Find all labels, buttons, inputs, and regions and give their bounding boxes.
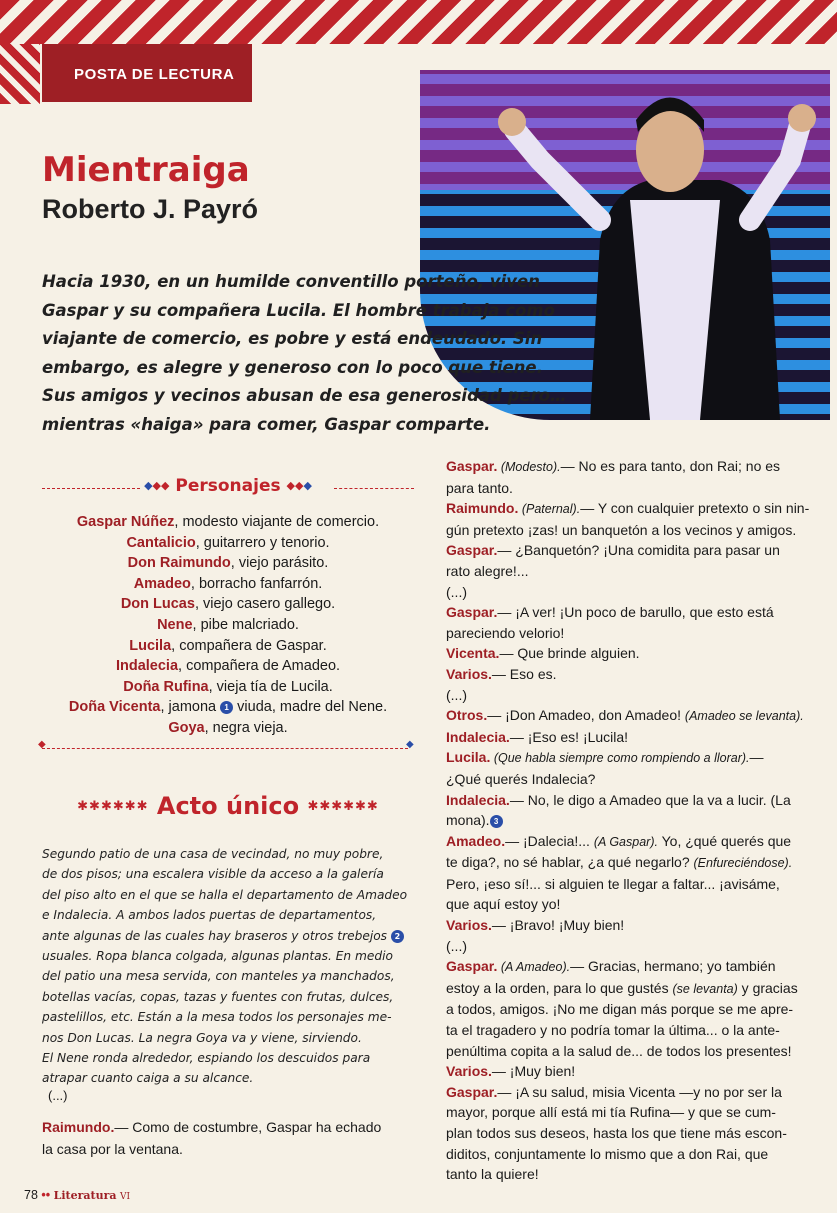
cast-name: Don Raimundo <box>127 555 231 572</box>
dialogue-line <box>446 978 826 1000</box>
speaker-name: Gaspar. <box>446 1083 498 1100</box>
stage-line: atrapar cuanto caiga a su alcance. <box>42 1071 254 1086</box>
dialogue-line <box>446 810 826 831</box>
dialogue-line <box>446 852 826 874</box>
speaker-name: Amadeo. <box>446 832 506 849</box>
stage-line: ante algunas de las cuales hay braseros y otros trebejos <box>42 928 388 943</box>
cast-name: Nene <box>157 616 193 633</box>
speaker-name: Otros. <box>446 707 488 724</box>
stage-line: e Indalecia. A ambos lados puertas de departamentos, <box>42 908 377 923</box>
cast-name: Amadeo <box>133 575 191 592</box>
dialogue-line <box>446 540 826 561</box>
stage-directions <box>42 844 422 1089</box>
cast-heading: Personajes <box>175 476 281 496</box>
stage-line: usuales. Ropa blanca colgada, algunas plantas. En medio <box>42 949 393 964</box>
cast-desc: , negra vieja. <box>204 719 288 736</box>
omission-marker: (...) <box>48 1088 68 1103</box>
dialogue-line <box>446 894 826 915</box>
cast-item <box>42 512 414 533</box>
cast-footer-divider <box>38 739 414 754</box>
speaker-name: Raimundo. <box>42 1119 115 1135</box>
page-number: 78 <box>24 1188 38 1202</box>
section-label: POSTA DE LECTURA <box>74 66 235 83</box>
dialogue-line <box>446 790 826 811</box>
dialogue-line <box>446 831 826 853</box>
speech-text: mona). <box>446 812 490 829</box>
cast-list <box>42 512 414 739</box>
decorative-stripes-band <box>0 0 837 44</box>
cast-desc: , viejo casero gallego. <box>194 596 336 613</box>
dialogue-line <box>446 1123 826 1144</box>
stage-line: del patio una mesa servida, con manteles ya manchados, <box>42 969 395 984</box>
speech-text: — ¡Bravo! ¡Muy bien! <box>491 917 625 934</box>
speech-text: — Que brinde alguien. <box>499 645 640 662</box>
stage-direction: (A Gaspar). <box>593 834 658 849</box>
speech-text: para tanto. <box>446 479 513 496</box>
diamond-ornament-icon: ◆ <box>38 739 46 750</box>
speech-text: — <box>749 749 764 766</box>
cast-desc: , vieja tía de Lucila. <box>208 678 333 695</box>
speech-text: te diga?, no sé hablar, ¿a qué negarlo? <box>446 854 694 871</box>
stage-line: pastelillos, etc. Están a la mesa todos los personajes me- <box>42 1010 392 1025</box>
dialogue-line <box>446 705 826 727</box>
speech-text: (...) <box>446 583 467 600</box>
diamond-ornament-icon: ◆◆ <box>286 479 304 492</box>
dialogue-line <box>446 727 826 748</box>
cast-name: Doña Rufina <box>123 678 209 695</box>
dialogue-line <box>446 664 826 685</box>
cast-desc: , modesto viajante de comercio. <box>174 514 380 530</box>
speech-text: ta el tragadero y no podría tomar la última... o la ante- <box>446 1022 780 1039</box>
asterisk-ornament-icon: ✱✱✱✱✱✱ <box>307 799 379 814</box>
dialogue-line <box>446 623 826 644</box>
dialogue-line <box>446 1102 826 1123</box>
decorative-chevrons <box>0 44 40 104</box>
cast-name: Goya <box>168 719 205 736</box>
cast-item <box>42 594 414 615</box>
speech-text: — ¡A ver! ¡Un poco de barullo, que esto está <box>497 604 774 621</box>
cast-item <box>42 697 414 718</box>
cast-desc: , guitarrero y tenorio. <box>195 534 330 551</box>
stage-direction: (Enfureciéndose). <box>693 856 793 871</box>
stage-line-with-note <box>42 926 422 946</box>
cast-name: Cantalicio <box>126 534 196 551</box>
stage-line: Segundo patio de una casa de vecindad, no muy pobre, <box>42 847 384 861</box>
speech-text: — ¡Dalecia!... <box>505 832 594 849</box>
cast-item <box>42 615 414 636</box>
speech-text: (...) <box>446 937 467 954</box>
cast-desc: , compañera de Gaspar. <box>171 637 327 654</box>
cast-item <box>42 533 414 554</box>
dialogue-line <box>446 769 826 790</box>
stage-line: nos Don Lucas. La negra Goya va y viene, sirviendo. <box>42 1030 362 1045</box>
speech-text: gún pretexto ¡zas! un banquetón a los vecinos y amigos. <box>446 521 797 538</box>
intro-paragraph <box>42 268 567 439</box>
speaker-name: Gaspar. <box>446 542 498 559</box>
footer-dots: •• <box>41 1188 51 1202</box>
speech-line <box>42 1116 422 1138</box>
stage-line: del piso alto en el que se halla el departamento de Amadeo <box>42 887 408 902</box>
speech-text: — ¡Eso es! ¡Lucila! <box>509 728 629 745</box>
play-title: Mientraiga <box>42 150 250 190</box>
asterisk-ornament-icon: ✱✱✱✱✱✱ <box>77 799 149 814</box>
dialogue-line <box>446 956 826 978</box>
dialogue-line <box>446 582 826 603</box>
speech-text: — No, le digo a Amadeo que la va a lucir. (La <box>509 791 791 808</box>
speaker-name: Varios. <box>446 917 492 934</box>
dialogue-line <box>446 1082 826 1103</box>
speaker-name: Varios. <box>446 1063 492 1080</box>
diamond-ornament-icon: ◆ <box>144 479 153 492</box>
stage-line: de dos pisos; una escalera visible da acceso a la galería <box>42 867 384 882</box>
cast-name: Gaspar Núñez <box>76 514 175 530</box>
intro-line: mientras «haiga» para comer, Gaspar comparte. <box>42 414 491 434</box>
raimundo-speech <box>42 1116 422 1160</box>
speech-text: — ¡Don Amadeo, don Amadeo! <box>487 707 685 724</box>
speech-text: — ¿Banquetón? ¡Una comidita para pasar un <box>497 542 780 559</box>
dialogue-line <box>446 1041 826 1062</box>
cast-item <box>42 553 414 574</box>
intro-line: viajante de comercio, es pobre y está endeudado. Sin <box>42 329 543 348</box>
speech-text: plan todos sus deseos, hasta los que tiene más escon- <box>446 1125 787 1141</box>
dialogue-column <box>446 456 826 1185</box>
speaker-name: Gaspar. <box>446 958 498 975</box>
cast-desc: , jamona <box>160 699 217 716</box>
speech-text: pareciendo velorio! <box>446 624 565 641</box>
speaker-name: Raimundo. <box>446 500 519 517</box>
stage-direction: (Paternal). <box>518 502 581 517</box>
diamond-ornament-icon: ◆ <box>303 479 312 492</box>
dialogue-line <box>446 936 826 957</box>
dialogue-line <box>446 602 826 623</box>
intro-line: Hacia 1930, en un humilde conventillo porteño, viven <box>42 272 540 291</box>
act-title: Acto único <box>156 792 300 820</box>
stage-direction: (A Amadeo). <box>497 960 571 975</box>
speaker-name: Gaspar. <box>446 604 498 621</box>
dialogue-line <box>446 685 826 706</box>
speech-text: tanto la quiere! <box>446 1166 539 1183</box>
cast-heading-row <box>42 476 414 496</box>
footnote-marker[interactable]: 3 <box>490 815 503 828</box>
diamond-ornament-icon: ◆ <box>406 739 414 750</box>
speech-text: diditos, conjuntamente lo mismo que a don Rai, que <box>446 1145 769 1162</box>
dialogue-line <box>446 643 826 664</box>
divider-line <box>42 748 408 749</box>
speech-text: Pero, ¡eso sí!... si alguien te llegar a faltar... ¡avisáme, <box>446 875 780 892</box>
speech-text: (...) <box>446 686 467 703</box>
cast-desc: , pibe malcriado. <box>192 616 299 633</box>
speech-text: rato alegre!... <box>446 562 529 579</box>
speaker-name: Lucila. <box>446 749 491 766</box>
cast-name: Don Lucas <box>120 596 195 613</box>
speaker-name: Varios. <box>446 665 492 682</box>
speech-text: mayor, porque allí está mi tía Rufina— y que se cum- <box>446 1104 776 1121</box>
cast-item <box>42 656 414 677</box>
dialogue-line <box>446 1164 826 1185</box>
intro-line: embargo, es alegre y generoso con lo poco que tiene. <box>42 357 543 377</box>
speech-text: — Y con cualquier pretexto o sin nin- <box>580 500 810 517</box>
intro-line: Sus amigos y vecinos abusan de esa generosidad pero… <box>42 386 567 405</box>
cast-desc: , compañera de Amadeo. <box>178 658 341 675</box>
cast-item <box>42 677 414 698</box>
speech-text: — Como de costumbre, Gaspar ha echado <box>114 1119 382 1135</box>
speech-text: la casa por la ventana. <box>42 1141 183 1157</box>
footer-volume: VI <box>120 1192 131 1202</box>
speech-text: — No es para tanto, don Rai; no es <box>560 458 781 474</box>
speech-text: ¿Qué querés Indalecia? <box>446 770 596 787</box>
play-author: Roberto J. Payró <box>42 194 259 224</box>
dialogue-line <box>446 1144 826 1165</box>
speaker-name: Indalecia. <box>446 728 510 745</box>
cast-name: Lucila <box>129 637 172 654</box>
dialogue-line <box>446 915 826 936</box>
speech-text: — ¡Muy bien! <box>491 1063 576 1080</box>
cast-desc: , viejo parásito. <box>230 555 329 572</box>
footnote-marker[interactable]: 1 <box>220 701 233 714</box>
dialogue-line <box>446 478 826 499</box>
speech-text: a todos, amigos. ¡No me digan más porque se me apre- <box>446 1001 794 1018</box>
cast-name: Indalecia <box>115 658 179 675</box>
stage-line: El Nene ronda alrededor, espiando los descuidos para <box>42 1051 371 1066</box>
dialogue-line <box>446 1020 826 1041</box>
speaker-name: Vicenta. <box>446 645 500 662</box>
speech-text: — Eso es. <box>491 665 557 682</box>
cast-desc: viuda, madre del Nene. <box>233 699 388 716</box>
speech-text: que aquí estoy yo! <box>446 896 561 913</box>
speaker-name: Indalecia. <box>446 791 510 808</box>
diamond-ornament-icon: ◆◆ <box>152 479 170 492</box>
page-footer <box>24 1188 130 1202</box>
act-heading-row <box>42 792 414 820</box>
speaker-name: Gaspar. <box>446 458 498 474</box>
cast-desc: , borracho fanfarrón. <box>190 575 323 592</box>
dialogue-line <box>446 561 826 582</box>
footer-section: Literatura <box>53 1189 117 1202</box>
cast-item <box>42 636 414 657</box>
stage-line: botellas vacías, copas, tazas y fuentes con frutas, dulces, <box>42 989 394 1004</box>
cast-header <box>42 476 414 500</box>
speech-text: — Gracias, hermano; yo también <box>570 958 776 975</box>
footnote-marker[interactable]: 2 <box>391 930 404 943</box>
stage-direction: (Que habla siempre como rompiendo a llorar). <box>490 751 750 766</box>
dialogue-line <box>446 999 826 1020</box>
stage-direction: (Amadeo se levanta). <box>684 709 804 724</box>
speech-text: Yo, ¿qué querés que <box>657 832 792 849</box>
dialogue-line <box>446 874 826 895</box>
stage-direction: (se levanta) <box>672 981 738 996</box>
speech-text: y gracias <box>737 979 798 996</box>
speech-text: penúltima copita a la salud de... de todos los presentes! <box>446 1042 792 1059</box>
stage-direction: (Modesto). <box>497 460 561 474</box>
dialogue-line <box>446 747 826 769</box>
dialogue-line <box>446 498 826 520</box>
intro-line: Gaspar y su compañera Lucila. El hombre trabaja como <box>42 300 555 320</box>
cast-item <box>42 574 414 595</box>
cast-item <box>42 718 414 739</box>
dialogue-line <box>446 456 826 478</box>
dialogue-line <box>446 1061 826 1082</box>
speech-text: — ¡A su salud, misia Vicenta —y no por ser la <box>497 1083 782 1100</box>
dialogue-line <box>446 520 826 541</box>
speech-text: estoy a la orden, para lo que gustés <box>446 979 673 996</box>
cast-name: Doña Vicenta <box>68 699 161 716</box>
